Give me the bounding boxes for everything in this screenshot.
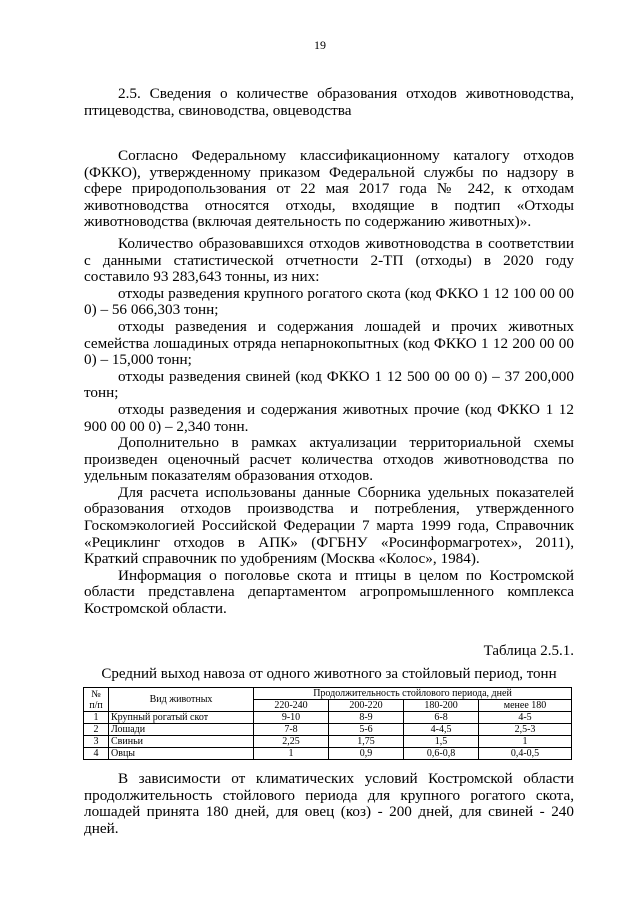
row-value: 8-9 — [329, 712, 404, 724]
table-title: Средний выход навоза от одного животного за стойловый период, тонн — [101, 666, 557, 682]
table-row — [84, 736, 572, 748]
table-row — [84, 712, 572, 724]
header-num: № п/п — [84, 688, 109, 712]
header-period-col: 200-220 — [329, 700, 404, 712]
row-value: 4-5 — [479, 712, 572, 724]
paragraph-item-horses: отходы разведения и содержания лошадей и прочих животных семейства лошадиных отряда непарнокопытных (код ФККО 1 12 200 00 00 0) – 15,000 тонн; — [84, 317, 574, 369]
header-period-col: 180-200 — [404, 700, 479, 712]
row-value: 7-8 — [254, 724, 329, 736]
paragraph-item-cattle: отходы разведения крупного рогатого скота (код ФККО 1 12 100 00 00 0) – 56 066,303 тонн; — [84, 284, 574, 319]
row-value: 1 — [254, 748, 329, 760]
paragraph-sources: Для расчета использованы данные Сборника удельных показателей образования отходов производства и потребления, утвержденного Госкомэкологией Российской Федерации 7 марта 1999 года, Справочник «Рециклинг отходов в АПК» (ФГБНУ «Росинформагротех», 2011), Краткий справочник по удобрениям (Москва «Колос», 1984). — [84, 483, 574, 568]
row-num: 2 — [84, 724, 109, 736]
table-row — [84, 748, 572, 760]
row-value: 1,5 — [404, 736, 479, 748]
row-value: 2,25 — [254, 736, 329, 748]
row-value: 6-8 — [404, 712, 479, 724]
header-period: Продолжительность стойлового периода, дней — [254, 688, 572, 700]
closing-text — [84, 771, 574, 837]
row-value: 2,5-3 — [479, 724, 572, 736]
row-value: 1,75 — [329, 736, 404, 748]
page-number: 19 — [314, 38, 326, 52]
row-value: 4-4,5 — [404, 724, 479, 736]
row-animal: Свиньи — [109, 736, 254, 748]
paragraph-total: Количество образовавшихся отходов животноводства в соответствии с данными статистической отчетности 2-ТП (отходы) в 2020 году составило 93 283,643 тонны, из них: — [84, 234, 574, 286]
paragraph-fkko: Согласно Федеральному классификационному каталогу отходов (ФККО), утвержденному приказом Федеральной службы по надзору в сфере природопользования от 22 мая 2017 года № 242, к отходам животноводства относятся отходы, входящие в подтип «Отходы животноводства (включая деятельность по содержанию животных)». — [84, 147, 574, 231]
row-animal: Крупный рогатый скот — [109, 712, 254, 724]
section-title — [84, 86, 574, 119]
row-value: 0,6-0,8 — [404, 748, 479, 760]
body-text — [84, 148, 574, 618]
paragraph-item-pigs: отходы разведения свиней (код ФККО 1 12 500 00 00 0) – 37 200,000 тонн; — [84, 367, 574, 402]
row-num: 3 — [84, 736, 109, 748]
row-num: 4 — [84, 748, 109, 760]
row-animal: Лошади — [109, 724, 254, 736]
header-period-col: 220-240 — [254, 700, 329, 712]
paragraph-estimate: Дополнительно в рамках актуализации территориальной схемы произведен оценочный расчет количества отходов животноводства по удельным показателям образования отходов. — [84, 434, 574, 485]
table-header-row — [84, 688, 572, 700]
row-value: 0,4-0,5 — [479, 748, 572, 760]
row-value: 9-10 — [254, 712, 329, 724]
manure-table — [83, 687, 572, 760]
row-value: 1 — [479, 736, 572, 748]
paragraph-stall-period: В зависимости от климатических условий Костромской области продолжительность стойлового периода для крупного рогатого скота, лошадей принята 180 дней, для овец (коз) - 200 дней, для свиней - 240 дней. — [84, 770, 574, 837]
table-row — [84, 724, 572, 736]
paragraph-livestock-info: Информация о поголовье скота и птицы в целом по Костромской области представлена департаментом агропромышленного комплекса Костромской области. — [84, 566, 574, 618]
header-period-col: менее 180 — [479, 700, 572, 712]
row-animal: Овцы — [109, 748, 254, 760]
row-num: 1 — [84, 712, 109, 724]
row-value: 5-6 — [329, 724, 404, 736]
section-title-text: 2.5. Сведения о количестве образования отходов животноводства, птицеводства, свиноводства, овцеводства — [84, 85, 574, 119]
row-value: 0,9 — [329, 748, 404, 760]
header-animal-type: Вид животных — [109, 688, 254, 712]
table-label: Таблица 2.5.1. — [483, 643, 574, 659]
paragraph-item-other: отходы разведения и содержания животных прочие (код ФККО 1 12 900 00 00 0) – 2,340 тонн. — [84, 400, 574, 435]
